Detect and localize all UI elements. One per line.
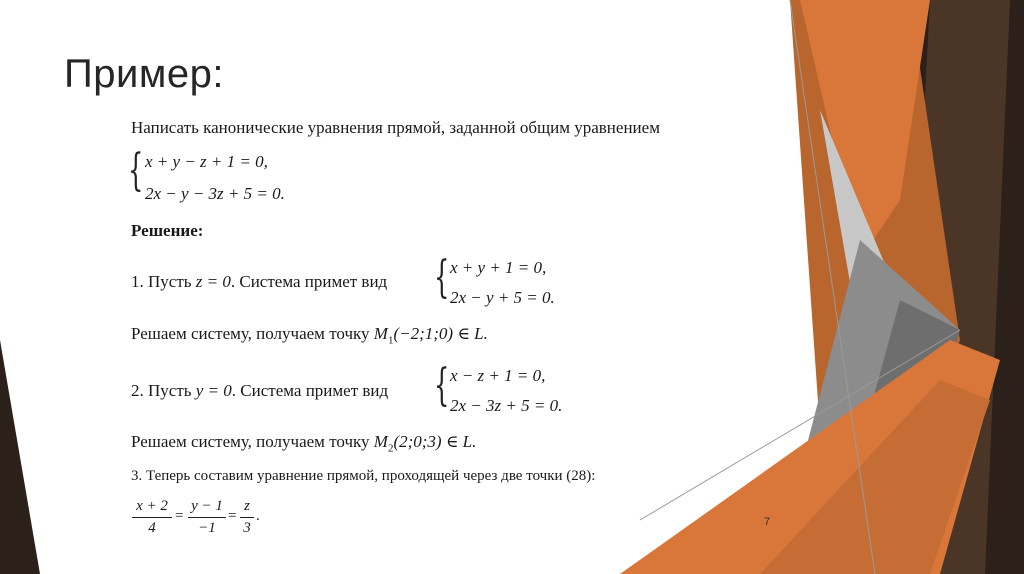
step3-text: 3. Теперь составим уравнение прямой, проходящей через две точки (28):: [131, 468, 596, 484]
step2-condition: y = 0: [195, 381, 232, 400]
fraction-x: [132, 498, 172, 537]
result2-text: [131, 432, 476, 454]
fraction-bar: [188, 517, 226, 518]
slide-title: Пример:: [64, 52, 224, 96]
solution-heading: Решение:: [131, 221, 204, 240]
problem-equation-1: x + y − z + 1 = 0,: [145, 152, 268, 171]
fraction-x-numerator: x + 2: [136, 498, 168, 514]
left-brace: {: [434, 252, 450, 303]
left-dark-triangle: [0, 340, 40, 574]
step2-equation-1: x − z + 1 = 0,: [450, 366, 546, 385]
step1-suffix: . Система примет вид: [230, 272, 388, 291]
step2-equation-2: 2x − 3z + 5 = 0.: [450, 396, 563, 415]
fraction-z-numerator: z: [244, 498, 250, 514]
fraction-y: [188, 498, 226, 537]
step1-prefix: 1. Пусть: [131, 272, 196, 291]
result1-prefix: Решаем систему, получаем точку: [131, 324, 374, 343]
step1-equation-2: 2x − y + 5 = 0.: [450, 288, 555, 307]
final-period: .: [256, 508, 260, 524]
fraction-z-denominator: 3: [243, 520, 251, 536]
left-brace: {: [128, 145, 144, 196]
fraction-x-denominator: 4: [148, 520, 156, 536]
equals-sign: =: [175, 508, 184, 524]
step1-text: [131, 272, 387, 292]
step2-suffix: . Система примет вид: [231, 381, 389, 400]
result1-coords: (−2;1;0) ∈ L.: [393, 324, 488, 343]
result1-text: [131, 324, 488, 346]
step1-equation-1: x + y + 1 = 0,: [450, 258, 547, 277]
result2-point: M: [373, 432, 388, 451]
result1-point: M: [373, 324, 388, 343]
fraction-bar: [132, 517, 172, 518]
result2-prefix: Решаем систему, получаем точку: [131, 432, 374, 451]
fraction-y-denominator: −1: [198, 520, 216, 536]
equals-sign: =: [228, 508, 237, 524]
left-brace: {: [434, 360, 450, 411]
step1-condition: z = 0: [195, 272, 231, 291]
problem-statement: Написать канонические уравнения прямой, заданной общим уравнением: [131, 118, 660, 137]
fraction-bar: [240, 517, 254, 518]
fraction-y-numerator: y − 1: [191, 498, 223, 514]
result2-coords: (2;0;3) ∈ L.: [393, 432, 477, 451]
step2-text: [131, 381, 388, 401]
result2-subscript: 2: [387, 442, 394, 455]
result1-subscript: 1: [387, 334, 394, 347]
step2-prefix: 2. Пусть: [131, 381, 196, 400]
problem-equation-2: 2x − y − 3z + 5 = 0.: [145, 184, 285, 203]
page-number: 7: [764, 516, 771, 528]
fraction-z: [240, 498, 254, 537]
